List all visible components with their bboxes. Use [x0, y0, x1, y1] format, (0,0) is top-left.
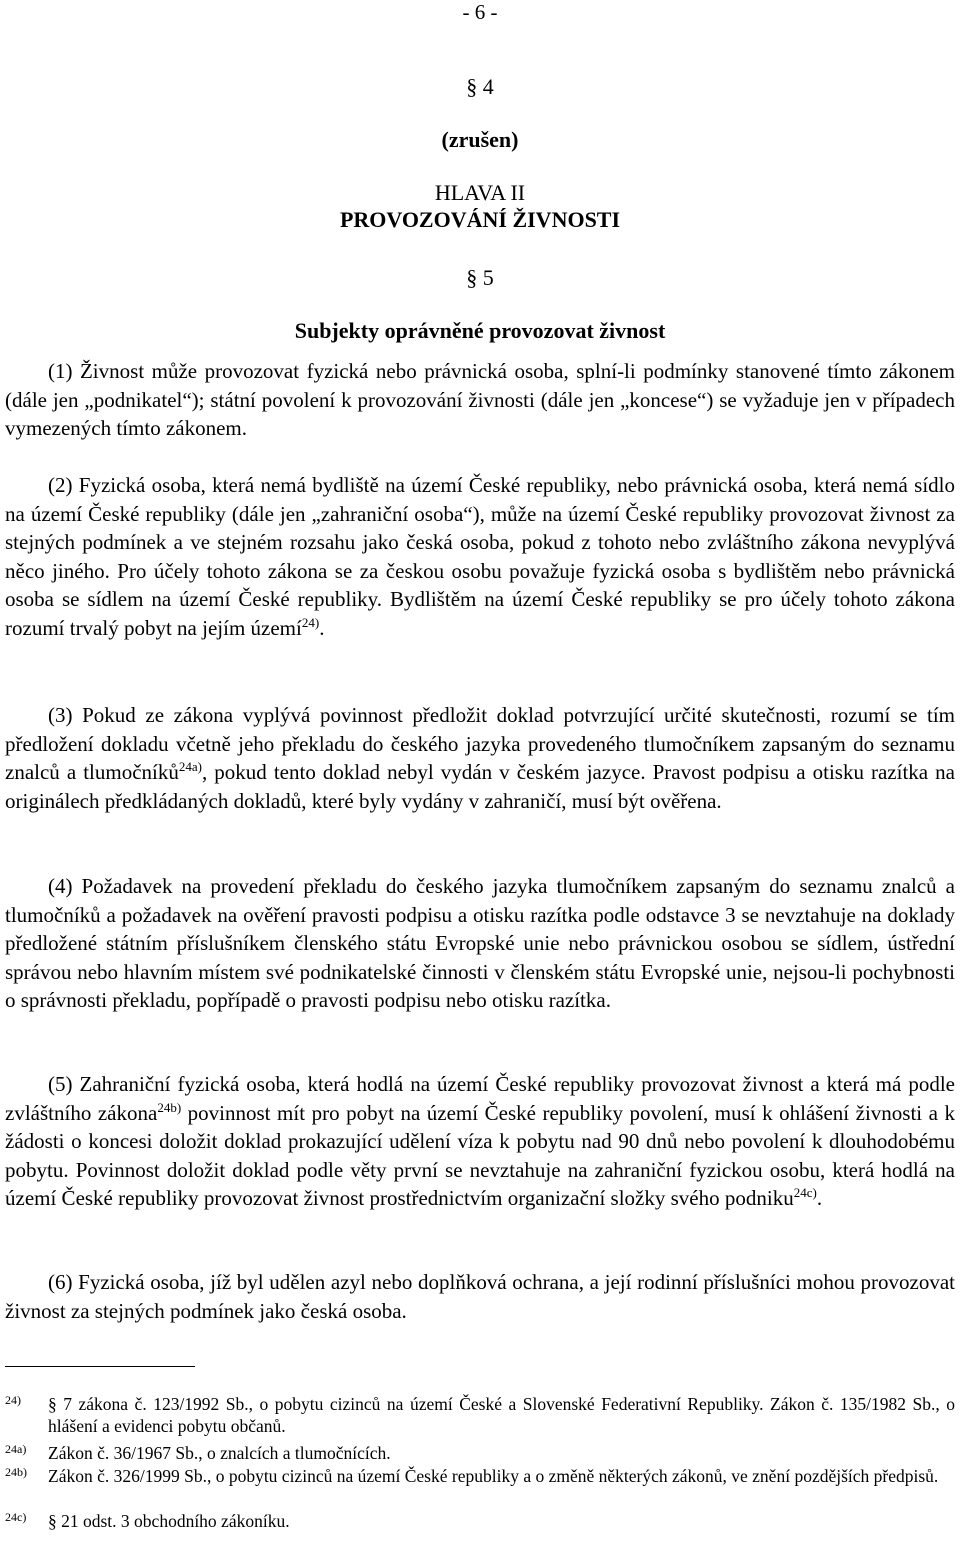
footnote-text: § 7 zákona č. 123/1992 Sb., o pobytu cizinců na území České a Slovenské Federativní Republiky. Zákon č. 135/1982 Sb., o hlášení a evidenci pobytu občanů.	[48, 1394, 955, 1436]
paragraph-4-text: (4) Požadavek na provedení překladu do českého jazyka tlumočníkem zapsaným do seznamu znalců a tlumočníků a požadavek na ověření pravosti podpisu a otisku razítka podle odstavce 3 se nevztahuje na doklady předložené státním příslušníkem členského státu Evropské unie nebo právnickou osobou se sídlem, ústřední správou nebo hlavním místem své podnikatelské činnosti v členském státu Evropské unie, nejsou-li pochybnosti o správnosti překladu, popřípadě o pravosti podpisu nebo otisku razítka.	[5, 874, 955, 1012]
paragraph-5-end: .	[816, 1186, 823, 1210]
paragraph-3-end: , pokud tento doklad nebyl vydán v českém jazyce. Pravost podpisu a otisku razítka na originálech předkládaných dokladů, které byly vydány v zahraničí, musí být ověřena.	[5, 760, 955, 813]
paragraph-6-text: (6) Fyzická osoba, jíž byl udělen azyl nebo doplňková ochrana, a její rodinní příslušníci mohou provozovat živnost za stejných podmínek jako česká osoba.	[5, 1270, 955, 1323]
section-5-heading: § 5	[466, 265, 494, 290]
paragraph-2-text: (2) Fyzická osoba, která nemá bydliště na území České republiky, nebo právnická osoba, která nemá sídlo na území České republiky (dále jen „zahraniční osoba“), může na území České republiky provozovat živnost za stejných podmínek a ve stejném rozsahu jako česká osoba, pokud z tohoto nebo zvláštního zákona nevyplývá něco jiného. Pro účely tohoto zákona se za českou osobu považuje fyzická osoba s bydlištěm nebo právnická osoba se sídlem na území České republiky. Bydlištěm na území České republiky se pro účely tohoto zákona rozumí trvalý pobyt na jejím území	[5, 473, 955, 640]
footnote-ref-24c: 24c)	[793, 1185, 817, 1200]
paragraph-5-middle: povinnost mít pro pobyt na území České republiky povolení, musí k ohlášení živnosti a k žádosti o koncesi doložit doklad prokazující udělení víza k pobytu nad 90 dnů nebo povolení k dlouhodobému pobytu. Povinnost doložit doklad podle věty první se nevztahuje na zahraniční fyzickou osobu, která hodlá na území České republiky provozovat živnost prostřednictvím organizační složky svého podniku	[5, 1100, 955, 1210]
paragraph-1-text: (1) Živnost může provozovat fyzická nebo právnická osoba, splní-li podmínky stanovené tímto zákonem (dále jen „podnikatel“); státní povolení k provozování živnosti (dále jen „koncese“) se vyžaduje jen v případech vymezených tímto zákonem.	[5, 359, 955, 440]
footnote-text: Zákon č. 36/1967 Sb., o znalcích a tlumočnících.	[48, 1443, 391, 1463]
footnote-mark: 24)	[5, 1393, 21, 1407]
page-number: - 6 -	[462, 0, 498, 24]
footnote-text: § 21 odst. 3 obchodního zákoníku.	[48, 1511, 290, 1531]
paragraph-5-text: (5) Zahraniční fyzická osoba, která hodlá na území České republiky provozovat živnost a která má podle zvláštního zákona	[5, 1072, 955, 1125]
paragraph-2-end: .	[319, 615, 325, 640]
footnote-text: Zákon č. 326/1999 Sb., o pobytu cizinců na území České republiky a o změně některých zákonů, ve znění pozdějších předpisů.	[48, 1466, 939, 1486]
footnote-mark: 24a)	[5, 1442, 27, 1456]
paragraph-2	[5, 471, 955, 642]
footnote-ref-24a: 24a)	[178, 759, 202, 774]
paragraph-5	[5, 1070, 955, 1213]
paragraph-4	[5, 872, 955, 1015]
footnote-separator	[5, 1366, 195, 1367]
paragraph-1	[5, 357, 955, 443]
paragraph-3	[5, 701, 955, 815]
paragraph-3-text: (3) Pokud ze zákona vyplývá povinnost předložit doklad potvrzující určité skutečnosti, rozumí se tím předložení dokladu včetně jeho překladu do českého jazyka provedeného tlumočníkem zapsaným do seznamu znalců a tlumočníků	[5, 703, 955, 784]
footnote-ref-24: 24)	[301, 614, 320, 630]
section-4-status: (zrušen)	[441, 127, 519, 152]
footnote-ref-24b: 24b)	[157, 1099, 182, 1115]
chapter-label: HLAVA II	[434, 180, 526, 205]
footnote-mark: 24b)	[5, 1465, 27, 1479]
footnote-mark: 24c)	[5, 1510, 27, 1524]
chapter-title: PROVOZOVÁNÍ ŽIVNOSTI	[339, 207, 621, 232]
section-5-title: Subjekty oprávněné provozovat živnost	[294, 318, 666, 343]
section-4-heading: § 4	[466, 74, 494, 99]
paragraph-6	[5, 1268, 955, 1325]
